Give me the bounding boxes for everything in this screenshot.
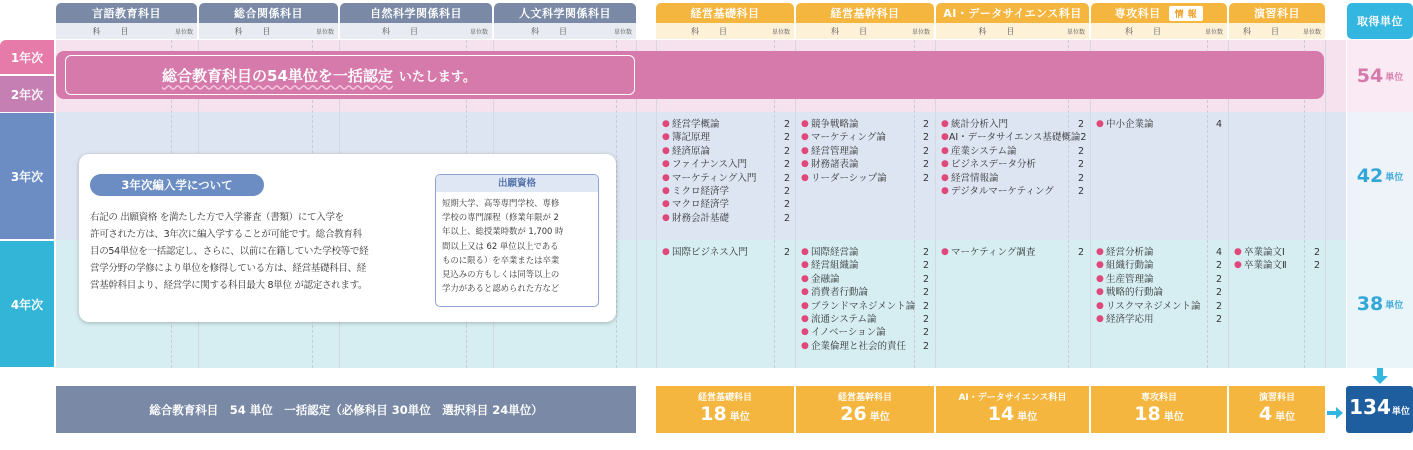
course-units: 2	[1077, 247, 1084, 258]
year-1-label	[0, 40, 54, 74]
sub-subject: 科 目	[382, 26, 424, 36]
course-name: 国際経営論	[811, 247, 859, 258]
course-units: 2	[922, 287, 929, 299]
course-item	[801, 158, 929, 171]
transfer-line: 許可された方は、3年次に編入学することが可能です。総合教育科	[90, 229, 362, 240]
course-units: 2	[1215, 314, 1222, 326]
bullet-icon: ●	[662, 132, 670, 143]
course-name: イノベーション論	[811, 327, 886, 339]
transfer-info-box	[79, 154, 616, 322]
footer-senkou-label: 専攻科目	[1140, 393, 1177, 403]
course-units: 2	[1077, 145, 1084, 157]
subheader	[494, 23, 636, 39]
subheader	[656, 23, 794, 39]
course-item	[801, 286, 929, 299]
bullet-icon: ●	[941, 247, 949, 257]
course-name: 国際ビジネス入門	[672, 247, 748, 258]
course-units: 2	[1077, 159, 1084, 171]
bullet-icon: ●	[941, 186, 949, 197]
bullet-icon: ●	[1096, 273, 1104, 284]
sub-units: 単位数	[613, 28, 632, 36]
sub-units: 単位数	[1302, 28, 1321, 36]
list-y4-kiso	[662, 246, 790, 259]
sub-subject: 科 目	[978, 26, 1021, 36]
course-units: 2	[922, 247, 929, 258]
course-name: 簿記原理	[672, 132, 711, 144]
year-3-text: 3年次	[10, 169, 44, 184]
course-name: 流通システム論	[811, 314, 877, 326]
bullet-icon: ●	[1096, 314, 1104, 325]
sub-units: 単位数	[469, 28, 488, 36]
header-jinbun: 人文科学関係科目	[494, 3, 636, 23]
qual-line: 年以上、総授業時数が 1,700 時	[442, 226, 564, 237]
credit-y3-value: 42	[1356, 165, 1384, 187]
list-y3-senkou	[1096, 118, 1222, 131]
footer-kiso-value: 18	[700, 403, 727, 425]
footer-unit: 単位	[869, 412, 890, 423]
bullet-icon: ●	[1234, 260, 1242, 271]
list-y4-kikan	[801, 246, 929, 353]
course-units: 2	[783, 145, 790, 157]
footer-unit: 単位	[1163, 412, 1184, 423]
course-item	[1096, 286, 1222, 299]
course-units: 2	[922, 300, 929, 312]
bullet-icon: ●	[1234, 247, 1242, 257]
course-name: 組織行動論	[1106, 260, 1154, 272]
course-units: 2	[1215, 300, 1222, 312]
course-units: 2	[1215, 287, 1222, 299]
list-y4-ai	[941, 246, 1084, 259]
course-item	[801, 145, 929, 158]
bullet-icon: ●	[801, 260, 809, 271]
footer-enshu	[1229, 386, 1325, 433]
course-item	[662, 158, 790, 171]
course-item	[941, 185, 1084, 198]
credit-y4	[1347, 240, 1413, 368]
course-units: 2	[783, 186, 790, 198]
course-name: 経営管理論	[811, 145, 859, 157]
arrow-right-icon	[1327, 404, 1343, 416]
year-3-label	[0, 113, 54, 239]
course-units: 2	[922, 132, 929, 144]
sub-subject: 科 目	[691, 26, 733, 36]
course-name: 中小企業論	[1106, 119, 1154, 130]
footer-enshu-label: 演習科目	[1258, 393, 1295, 403]
course-item	[1234, 259, 1320, 272]
course-units: 2	[1215, 273, 1222, 285]
bullet-icon: ●	[801, 172, 809, 183]
course-units: 2	[922, 314, 929, 326]
bullet-icon: ●	[801, 159, 809, 170]
course-name: 企業倫理と社会的責任	[811, 340, 907, 352]
course-name: 消費者行動論	[811, 287, 869, 299]
course-name: リーダーシップ論	[811, 172, 887, 184]
footer-unit: 単位	[1391, 407, 1410, 417]
header-shizen: 自然科学関係科目	[340, 3, 492, 23]
sub-subject: 科 目	[831, 26, 873, 36]
bullet-icon: ●	[662, 186, 670, 197]
banner-lead: 総合教育科目の54単位を一括認定	[162, 66, 393, 85]
course-item	[941, 246, 1084, 259]
course-units: 2	[922, 159, 929, 171]
subheader	[199, 23, 338, 39]
sub-units: 単位数	[315, 28, 334, 36]
header-kikan: 経営基幹科目	[796, 3, 934, 23]
course-name: デジタルマーケティング	[951, 186, 1054, 198]
qual-line: 学力があると認められた方など	[442, 283, 560, 294]
course-item	[801, 300, 929, 313]
header-senkou-tag: 情 報	[1169, 6, 1204, 21]
footer-enshu-value: 4	[1258, 403, 1273, 425]
course-name: AI・データサイエンス基礎概論	[948, 132, 1081, 144]
year-2-label	[0, 76, 54, 112]
course-item	[801, 259, 929, 272]
qual-line: 学校の専門課程（修業年限が 2	[442, 212, 559, 223]
header-kiso: 経営基礎科目	[656, 3, 794, 23]
course-name: 卒業論文Ⅱ	[1244, 260, 1287, 272]
bullet-icon: ●	[801, 327, 809, 338]
course-units: 2	[1313, 247, 1320, 258]
course-item	[1096, 273, 1222, 286]
course-units: 2	[922, 327, 929, 339]
course-name: 産業システム論	[951, 145, 1017, 157]
course-item	[662, 118, 790, 131]
bullet-icon: ●	[801, 145, 809, 156]
course-units: 4	[1215, 247, 1222, 258]
footer-ai	[936, 386, 1089, 433]
course-name: 経営分析論	[1106, 247, 1154, 258]
course-item	[1234, 246, 1320, 259]
course-name: リスクマネジメント論	[1106, 300, 1201, 312]
course-item	[801, 118, 929, 131]
qual-line: 短期大学、高等専門学校、専修	[442, 198, 560, 208]
course-item	[801, 131, 929, 144]
course-units: 2	[783, 247, 790, 258]
course-item	[941, 172, 1084, 185]
bullet-icon: ●	[941, 172, 949, 183]
course-name: 経済学応用	[1106, 314, 1154, 326]
bullet-icon: ●	[662, 212, 670, 223]
course-units: 2	[922, 119, 929, 130]
qualification-box	[435, 174, 599, 307]
course-item	[941, 145, 1084, 158]
footer-ai-label: AI・データサイエンス科目	[958, 393, 1067, 403]
sub-units: 単位数	[911, 28, 930, 36]
course-name: 経営学概論	[672, 119, 720, 130]
credit-unit: 単位	[1385, 300, 1404, 311]
bullet-icon: ●	[801, 287, 809, 298]
qual-line: 見込みの方もしくは同等以上の	[442, 269, 560, 280]
footer-general	[56, 386, 636, 433]
course-units: 2	[1077, 172, 1084, 184]
qual-line: ものに限る）を卒業または卒業	[442, 254, 560, 265]
course-units: 2	[783, 159, 790, 171]
header-ai: AI・データサイエンス科目	[936, 3, 1089, 23]
course-name: 統計分析入門	[951, 119, 1009, 130]
qual-line: 間以上又は 62 単位以上である	[442, 240, 559, 251]
course-name: 財務会計基礎	[672, 212, 730, 224]
footer-kiso	[656, 386, 794, 433]
sub-subject: 科 目	[92, 26, 135, 36]
footer-total-value: 134	[1349, 395, 1391, 419]
course-units: 4	[1215, 119, 1222, 130]
course-name: 金融論	[811, 273, 840, 285]
footer-ai-value: 14	[987, 403, 1015, 425]
header-senkou-label: 専攻科目	[1114, 7, 1161, 20]
bullet-icon: ●	[662, 172, 670, 183]
footer-kikan-label: 経営基幹科目	[837, 393, 892, 403]
course-units: 2	[922, 145, 929, 157]
bullet-icon: ●	[662, 119, 670, 129]
header-credits: 取得単位	[1347, 3, 1413, 39]
course-name: マクロ経済学	[672, 199, 730, 211]
course-units: 2	[1215, 260, 1222, 272]
credit-unit: 単位	[1385, 72, 1404, 83]
footer-senkou-value: 18	[1134, 403, 1161, 425]
bullet-icon: ●	[801, 247, 809, 257]
course-name: マーケティング論	[811, 132, 886, 144]
course-item	[801, 340, 929, 353]
subheader	[936, 23, 1089, 39]
course-item	[1096, 118, 1222, 131]
course-name: 戦略的行動論	[1106, 287, 1164, 299]
course-units: 2	[783, 212, 790, 224]
header-enshu: 演習科目	[1229, 3, 1325, 23]
course-units: 2	[783, 199, 790, 211]
bullet-icon: ●	[662, 159, 670, 170]
course-units: 2	[783, 132, 790, 144]
transfer-title: 3年次編入学について	[90, 174, 264, 196]
course-units: 2	[922, 273, 929, 285]
subheader	[1229, 23, 1325, 39]
banner-text-box	[65, 55, 635, 95]
course-units: 2	[922, 260, 929, 272]
transfer-line: 営学分野の学修により単位を修得している方は、経営基礎科目、経	[90, 263, 367, 274]
bullet-icon: ●	[801, 132, 809, 143]
course-units: 2	[1313, 260, 1320, 272]
course-name: ブランドマネジメント論	[811, 300, 916, 312]
course-units: 2	[922, 340, 929, 352]
footer-kikan	[796, 386, 934, 433]
course-name: 経済原論	[672, 145, 711, 157]
course-units: 2	[1077, 186, 1084, 198]
course-item	[662, 246, 790, 259]
course-units: 2	[922, 172, 929, 184]
course-item	[662, 212, 790, 225]
course-units: 2	[783, 119, 790, 130]
subheader	[340, 23, 492, 39]
bullet-icon: ●	[1096, 260, 1104, 271]
header-senkou	[1091, 3, 1227, 23]
subheader	[796, 23, 934, 39]
course-name: 経営情報論	[951, 172, 999, 184]
subheader	[56, 23, 197, 39]
year-2-text: 2年次	[10, 87, 44, 102]
bullet-icon: ●	[662, 145, 670, 156]
course-item	[662, 172, 790, 185]
course-item	[941, 131, 1087, 144]
course-units: 2	[783, 172, 790, 184]
course-name: マーケティング入門	[672, 172, 757, 184]
course-item	[801, 246, 929, 259]
bullet-icon: ●	[941, 145, 949, 156]
course-item	[1096, 300, 1222, 313]
course-item	[662, 131, 790, 144]
footer-unit: 単位	[1017, 412, 1038, 423]
course-name: 競争戦略論	[811, 119, 859, 130]
bullet-icon: ●	[1096, 119, 1104, 129]
year-1-text: 1年次	[10, 50, 44, 65]
course-name: ミクロ経済学	[672, 186, 730, 198]
course-name: 卒業論文Ⅰ	[1244, 247, 1285, 258]
sub-units: 単位数	[1204, 28, 1223, 36]
sub-units: 単位数	[174, 28, 193, 36]
sub-subject: 科 目	[234, 26, 277, 36]
sub-subject: 科 目	[1243, 26, 1285, 36]
course-item	[801, 326, 929, 339]
list-y4-senkou	[1096, 246, 1222, 326]
list-y4-enshu	[1234, 246, 1320, 273]
bullet-icon: ●	[801, 300, 809, 311]
sub-subject: 科 目	[1125, 26, 1167, 36]
qualification-title: 出願資格	[436, 175, 598, 192]
course-name: 生産管理論	[1106, 273, 1154, 285]
banner-tail: いたします。	[398, 69, 476, 85]
course-item	[662, 145, 790, 158]
credit-y12-value: 54	[1356, 65, 1384, 87]
bullet-icon: ●	[1096, 300, 1104, 311]
bullet-icon: ●	[801, 314, 809, 325]
bullet-icon: ●	[1096, 247, 1104, 257]
credit-y3	[1347, 112, 1413, 240]
credit-y4-value: 38	[1356, 293, 1384, 315]
course-units: 2	[1080, 132, 1087, 144]
course-item	[941, 158, 1084, 171]
bullet-icon: ●	[1096, 287, 1104, 298]
course-item	[1096, 259, 1222, 272]
bullet-icon: ●	[662, 247, 670, 257]
bullet-icon: ●	[801, 119, 809, 129]
course-name: 経営組織論	[811, 260, 859, 272]
course-name: マーケティング調査	[951, 247, 1036, 258]
course-item	[801, 172, 929, 185]
sub-units: 単位数	[771, 28, 790, 36]
year-4-text: 4年次	[10, 297, 44, 312]
course-name: ビジネスデータ分析	[951, 159, 1037, 171]
bullet-icon: ●	[801, 273, 809, 284]
bullet-icon: ●	[941, 159, 949, 170]
footer-total	[1346, 386, 1413, 433]
transfer-body	[90, 209, 430, 294]
course-name: ファイナンス入門	[672, 159, 748, 171]
qualification-body	[436, 192, 598, 299]
credit-y12	[1347, 40, 1413, 112]
course-item	[801, 313, 929, 326]
sub-subject: 科 目	[531, 26, 573, 36]
bullet-icon: ●	[801, 340, 809, 351]
subheader	[1091, 23, 1227, 39]
footer-general-text: 総合教育科目 54 単位 一括認定（必修科目 30単位 選択科目 24単位）	[149, 402, 543, 417]
course-item	[662, 185, 790, 198]
credit-unit: 単位	[1385, 172, 1404, 183]
footer-unit: 単位	[1275, 412, 1296, 423]
bullet-icon: ●	[941, 132, 949, 143]
list-y3-ai	[941, 118, 1087, 198]
arrow-down-icon	[1372, 368, 1388, 384]
footer-kikan-value: 26	[840, 403, 867, 425]
bullet-icon: ●	[941, 119, 949, 129]
course-item	[1096, 246, 1222, 259]
header-sogo: 総合関係科目	[199, 3, 338, 23]
footer-unit: 単位	[729, 412, 750, 423]
bullet-icon: ●	[662, 199, 670, 210]
course-item	[662, 198, 790, 211]
list-y3-kiso	[662, 118, 790, 225]
transfer-line: 営基幹科目より、経営学に関する科目最大 8単位 が認定されます。	[90, 280, 368, 291]
footer-senkou	[1091, 386, 1227, 433]
header-gengo: 言語教育科目	[56, 3, 197, 23]
course-item	[801, 273, 929, 286]
transfer-line: 目の54単位を一括認定し、さらに、以前に在籍していた学校等で経	[90, 246, 369, 257]
course-units: 2	[1077, 119, 1084, 130]
year-4-label	[0, 241, 54, 367]
course-item	[1096, 313, 1222, 326]
transfer-line: 右記の 出願資格 を満たした方で入学審査（書類）にて入学を	[90, 212, 344, 223]
footer-kiso-label: 経営基礎科目	[697, 393, 752, 403]
course-name: 財務諸表論	[811, 159, 859, 171]
list-y3-kikan	[801, 118, 929, 185]
sub-units: 単位数	[1066, 28, 1085, 36]
course-item	[941, 118, 1084, 131]
